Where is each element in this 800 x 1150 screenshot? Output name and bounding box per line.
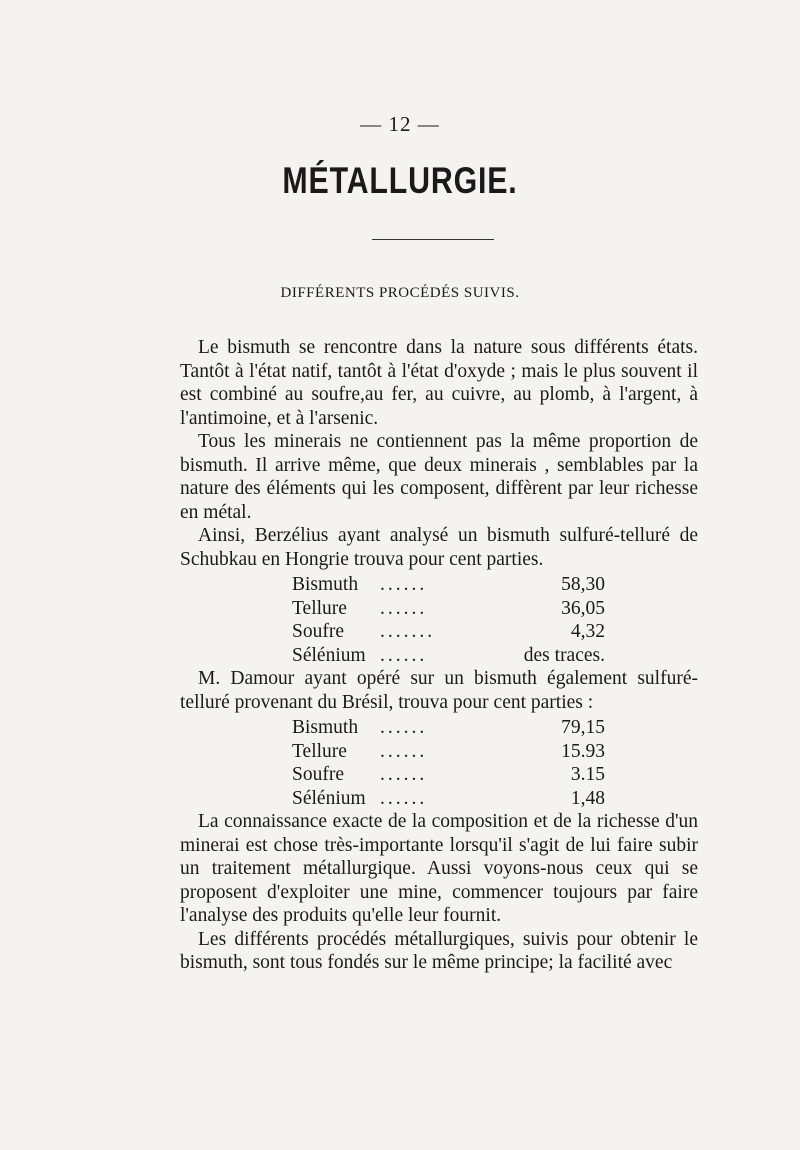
element-name: Bismuth (292, 574, 359, 595)
leader-dots: ...... (380, 764, 428, 785)
element-name: Tellure (292, 740, 347, 762)
paragraph-1: Le bismuth se rencontre dans la nature sous différents états. Tantôt à l'état natif, tantôt à l'état d'oxyde ; mais le plus souvent il est combiné au soufre,au fer, au cuivre, au plomb, à l'argent, à l'antimoine, et à l'arsenic. (180, 337, 698, 429)
element-value: 15.93 (561, 740, 605, 762)
section-heading: DIFFÉRENTS PROCÉDÉS SUIVIS. (280, 285, 520, 301)
leader-dots: ...... (380, 740, 428, 762)
element-name: Tellure (292, 597, 347, 619)
element-name: Sélénium (292, 787, 366, 809)
chapter-title: MÉTALLURGIE. (282, 160, 518, 201)
table-row (180, 573, 698, 597)
table-row (180, 787, 698, 811)
table-row (180, 644, 698, 668)
element-value: 3.15 (570, 764, 605, 785)
table-row (180, 763, 698, 787)
element-value: 4,32 (570, 621, 605, 642)
table-row (180, 597, 698, 621)
analysis-table-berzelius (180, 573, 698, 667)
page-number: — 12 — (360, 112, 440, 136)
element-value: 36,05 (561, 597, 605, 619)
leader-dots: ...... (380, 787, 428, 809)
leader-dots: ...... (380, 717, 428, 738)
paragraph-2: Tous les minerais ne contiennent pas la même proportion de bismuth. Il arrive même, que deux minerais , semblables par la nature des éléments qui les composent, diffèrent par leur richesse en métal. (180, 431, 698, 523)
paragraph-4: M. Damour ayant opéré sur un bismuth également sulfuré-telluré provenant du Brésil, trouva pour cent parties : (180, 668, 698, 713)
element-value: 1,48 (570, 787, 605, 809)
paragraph-5: La connaissance exacte de la composition et de la richesse d'un minerai est chose très-importante lorsqu'il s'agit de lui faire subir un traitement métallurgique. Aussi voyons-nous ceux qui se proposent d'exploiter une mine, commencer toujours par faire l'analyse des produits qu'elle leur fournit. (180, 811, 698, 926)
paragraph-6: Les différents procédés métallurgiques, suivis pour obtenir le bismuth, sont tous fondés sur le même principe; la facilité avec (180, 928, 698, 973)
table-row (180, 716, 698, 740)
leader-dots: ...... (380, 574, 428, 595)
element-value: des traces. (523, 644, 605, 666)
title-rule (372, 239, 494, 240)
body-text (180, 336, 698, 975)
element-name: Soufre (292, 764, 344, 785)
element-name: Bismuth (292, 717, 359, 738)
leader-dots: ...... (380, 597, 428, 619)
element-value: 79,15 (561, 717, 605, 738)
table-row (180, 620, 698, 644)
element-name: Sélénium (292, 644, 366, 666)
table-row (180, 740, 698, 764)
analysis-table-damour (180, 716, 698, 810)
paragraph-3: Ainsi, Berzélius ayant analysé un bismuth sulfuré-telluré de Schubkau en Hongrie trouva pour cent parties. (180, 525, 698, 570)
leader-dots: ....... (380, 621, 436, 642)
element-name: Soufre (292, 621, 344, 642)
element-value: 58,30 (561, 574, 605, 595)
leader-dots: ...... (380, 644, 428, 666)
